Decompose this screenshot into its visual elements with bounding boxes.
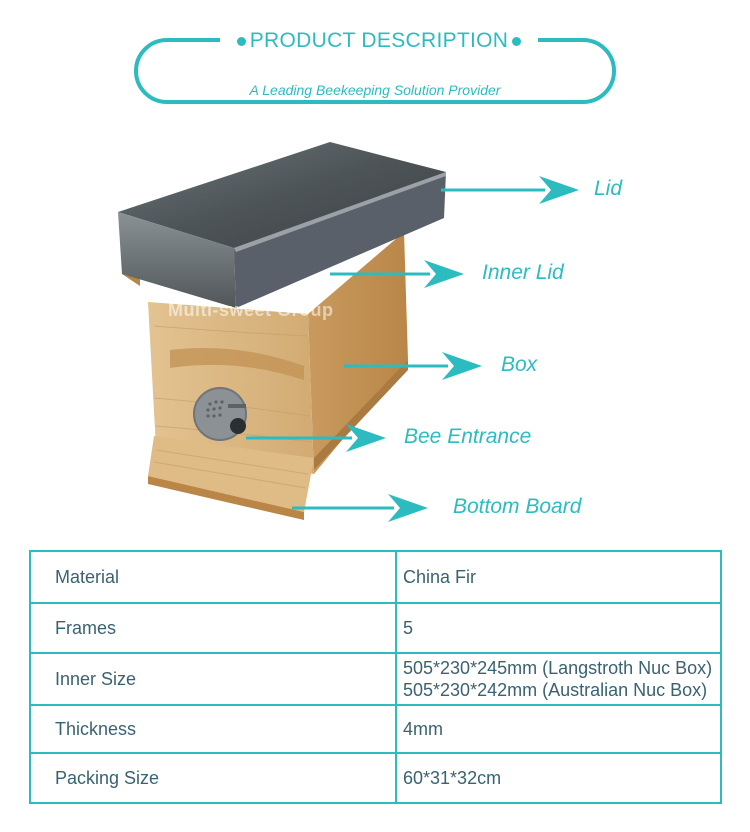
callout-label: Box <box>501 353 538 376</box>
dot-icon <box>237 37 246 46</box>
spec-label: Thickness <box>30 705 396 753</box>
table-row <box>30 551 721 603</box>
spec-value: 60*31*32cm <box>396 753 721 803</box>
table-row <box>30 753 721 803</box>
arrow-right-icon <box>246 420 391 460</box>
spec-value: China Fir <box>396 551 721 603</box>
header-title-bar <box>220 26 538 56</box>
table-row <box>30 705 721 753</box>
spec-table <box>29 550 722 804</box>
page-title: PRODUCT DESCRIPTION <box>249 29 509 52</box>
arrow-right-icon <box>441 172 581 212</box>
callout-label: Bottom Board <box>453 495 582 518</box>
table-row <box>30 653 721 705</box>
callout-label: Inner Lid <box>482 261 564 284</box>
spec-value: 5 <box>396 603 721 653</box>
arrow-right-icon <box>344 348 484 388</box>
beehive-image <box>108 136 468 524</box>
spec-label: Frames <box>30 603 396 653</box>
spec-label: Packing Size <box>30 753 396 803</box>
spec-value: 4mm <box>396 705 721 753</box>
arrow-right-icon <box>292 490 437 530</box>
spec-value-line: 505*230*245mm (Langstroth Nuc Box) <box>403 658 713 678</box>
callout-bee-entrance <box>246 420 566 460</box>
table-row <box>30 603 721 653</box>
callout-label: Bee Entrance <box>404 425 532 448</box>
dot-icon <box>512 37 521 46</box>
callout-bottom-board <box>292 490 612 530</box>
spec-label: Material <box>30 551 396 603</box>
callout-box <box>344 348 544 388</box>
spec-value-multi <box>396 653 721 705</box>
page-subtitle: A Leading Beekeeping Solution Provider <box>249 82 501 98</box>
callout-label: Lid <box>594 177 623 200</box>
spec-label: Inner Size <box>30 653 396 705</box>
callout-inner-lid <box>330 256 590 296</box>
spec-value-line: 505*230*242mm (Australian Nuc Box) <box>403 680 708 700</box>
callout-lid <box>441 172 641 212</box>
arrow-right-icon <box>330 256 470 296</box>
watermark-text: Multi-sweet Group <box>168 300 334 320</box>
